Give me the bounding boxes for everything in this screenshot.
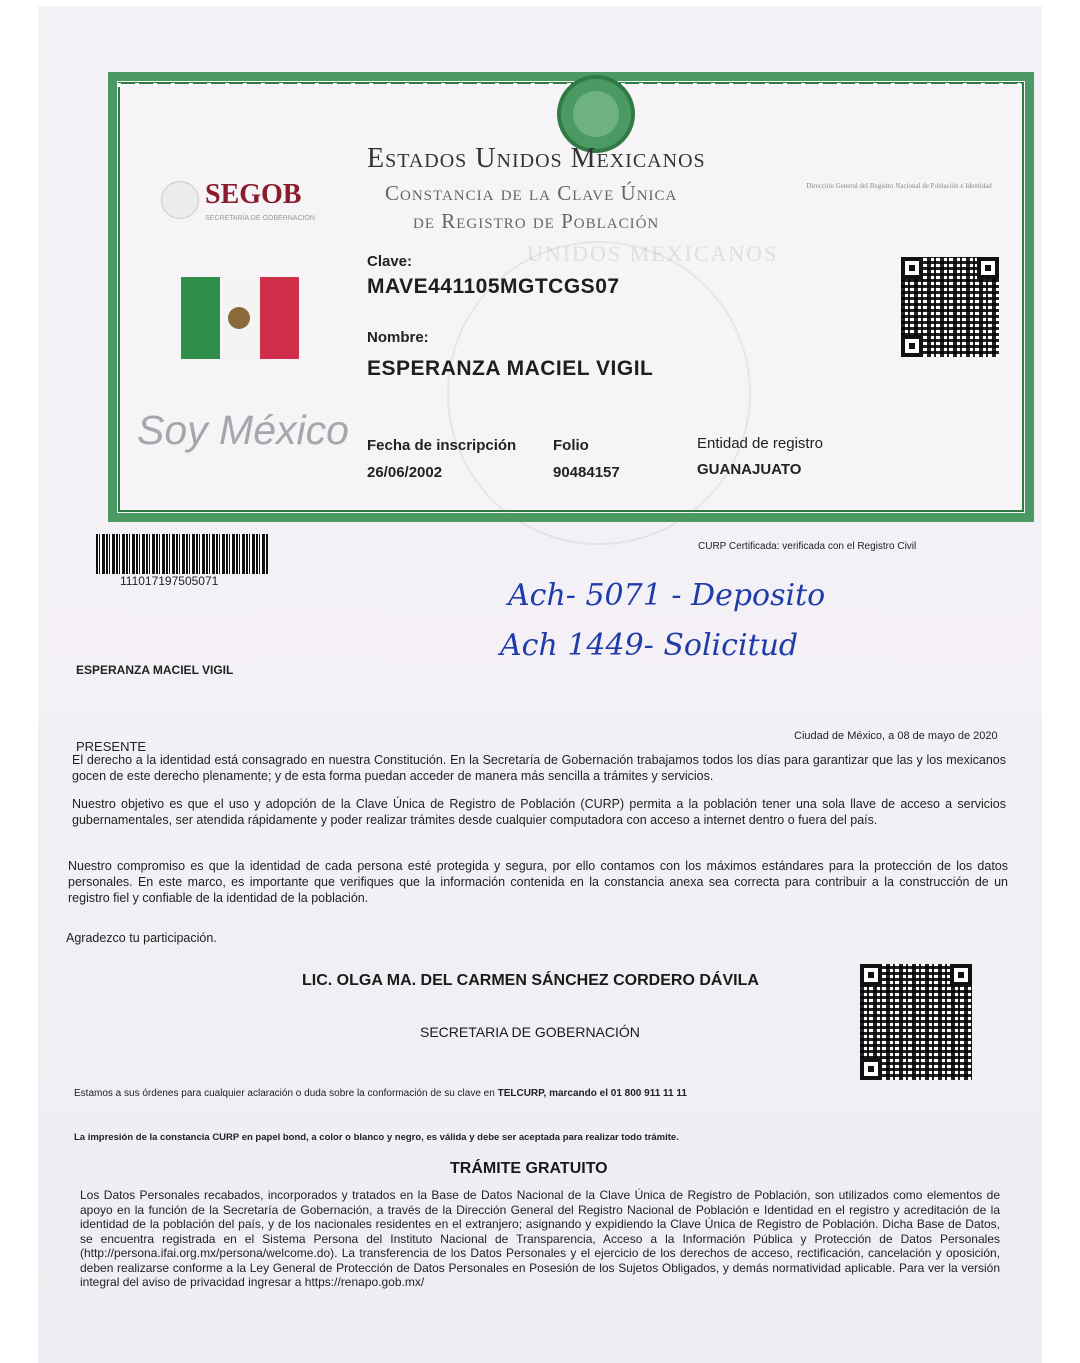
folio-value: 90484157 [553, 464, 620, 481]
handwritten-note-line1: Ach- 5071 - Deposito [508, 578, 826, 613]
mexico-flag-icon [181, 277, 299, 359]
card-title: Estados Unidos Mexicanos [367, 143, 706, 174]
presente-label: PRESENTE [76, 739, 147, 754]
barcode-number: 111017197505071 [120, 574, 219, 588]
segob-subtitle: SECRETARÍA DE GOBERNACIÓN [205, 215, 315, 222]
entidad-label: Entidad de registro [697, 435, 823, 452]
handwritten-note-line2: Ach 1449- Solicitud [500, 628, 799, 663]
signer-name: LIC. OLGA MA. DEL CARMEN SÁNCHEZ CORDERO DÁVILA [302, 972, 759, 989]
paragraph-2: Nuestro objetivo es que el uso y adopción de la Clave Única de Registro de Población (CURP) permita a la población tener una sola llave de acceso a servicios gubernamentales, ser atendida rápidamente y poder realizar trámites desde cualquier computadora con acceso a internet dentro o fuera del país. [72, 797, 1006, 827]
clave-label: Clave: [367, 253, 413, 270]
telcurp-line [74, 1088, 834, 1099]
direccion-general-text: Dirección General del Registro Nacional de Población e Identidad [806, 182, 992, 190]
segob-logo: SEGOB [205, 179, 302, 210]
entidad-value: GUANAJUATO [697, 461, 802, 478]
qr-code-icon [901, 257, 999, 357]
telcurp-prefix: Estamos a sus órdenes para cualquier aclaración o duda sobre la conformación de su clave en [74, 1088, 498, 1099]
national-seal-icon [557, 75, 635, 153]
impresion-note: La impresión de la constancia CURP en papel bond, a color o blanco y negro, es válida y debe ser aceptada para realizar todo trámite. [74, 1132, 679, 1143]
nombre-label: Nombre: [367, 329, 429, 346]
clave-value: MAVE441105MGTCGS07 [367, 275, 620, 298]
curp-card [108, 72, 1034, 522]
agradezco-text: Agradezco tu participación. [66, 931, 217, 945]
watermark-text: UNIDOS MEXICANOS [527, 241, 779, 266]
barcode-icon [96, 534, 268, 574]
fecha-value: 26/06/2002 [367, 464, 443, 481]
tramite-gratuito: TRÁMITE GRATUITO [450, 1160, 608, 1177]
curp-certificada-text: CURP Certificada: verificada con el Registro Civil [698, 541, 917, 552]
nombre-value: ESPERANZA MACIEL VIGIL [367, 357, 654, 380]
card-subtitle-1: Constancia de la Clave Única [385, 181, 678, 205]
privacy-notice: Los Datos Personales recabados, incorporados y tratados en la Base de Datos Nacional de la Clave Única de Registro de Población, son utilizados como elementos de apoyo en la función de la Secretaría de Gobernación, a través de la Dirección General del Registro Nacional de Población e Identidad en el registro y acreditación de la identidad de la población del país, y de los nacionales residentes en el extranjero; asignando y expidiendo la Clave Única de Registro de Población. Dicha Base de Datos, se encuentra registrada en el Sistema Persona del Instituto Nacional de Transparencia, Acceso a la Información Pública y Protección de Datos Personales (http://persona.ifai.org.mx/persona/welcome.do). La transferencia de los Datos Personales y el ejercicio de los derechos de acceso, rectificación, cancelación y oposición, deben realizarse conforme a la Ley General de Protección de Datos Personales en Posesión de los Sujetos Obligados, y demás normatividad aplicable. Para ver la versión integral del aviso de privacidad ingresar a https://renapo.gob.mx/ [80, 1188, 1000, 1289]
folio-label: Folio [553, 437, 589, 454]
signer-title: SECRETARIA DE GOBERNACIÓN [420, 1024, 640, 1040]
card-subtitle-2: de Registro de Población [413, 209, 660, 233]
paragraph-1: El derecho a la identidad está consagrado en nuestra Constitución. En la Secretaría de Gobernación trabajamos todos los días para garantizar que las y los mexicanos gocen de este derecho plenamente; y de esta forma puedan acceder de manera más sencilla a trámites y servicios. [72, 753, 1006, 783]
recipient-name: ESPERANZA MACIEL VIGIL [76, 663, 234, 677]
eagle-emblem-icon [161, 181, 199, 219]
qr-code-secondary-icon [860, 964, 972, 1080]
document-page [38, 6, 1042, 1363]
soy-mexico-logo: Soy México [137, 407, 349, 453]
paragraph-3: Nuestro compromiso es que la identidad de cada persona esté protegida y segura, por ello contamos con los máximos estándares para la protección de los datos personales. En este marco, es importante que verifiques que la información contenida en la constancia anexa sea correcta para contribuir a la construcción de un registro fiel y confiable de la identidad de la población. [68, 859, 1008, 905]
place-date: Ciudad de México, a 08 de mayo de 2020 [794, 730, 998, 742]
telcurp-phone: TELCURP, marcando el 01 800 911 11 11 [497, 1088, 687, 1099]
fecha-label: Fecha de inscripción [367, 437, 517, 454]
